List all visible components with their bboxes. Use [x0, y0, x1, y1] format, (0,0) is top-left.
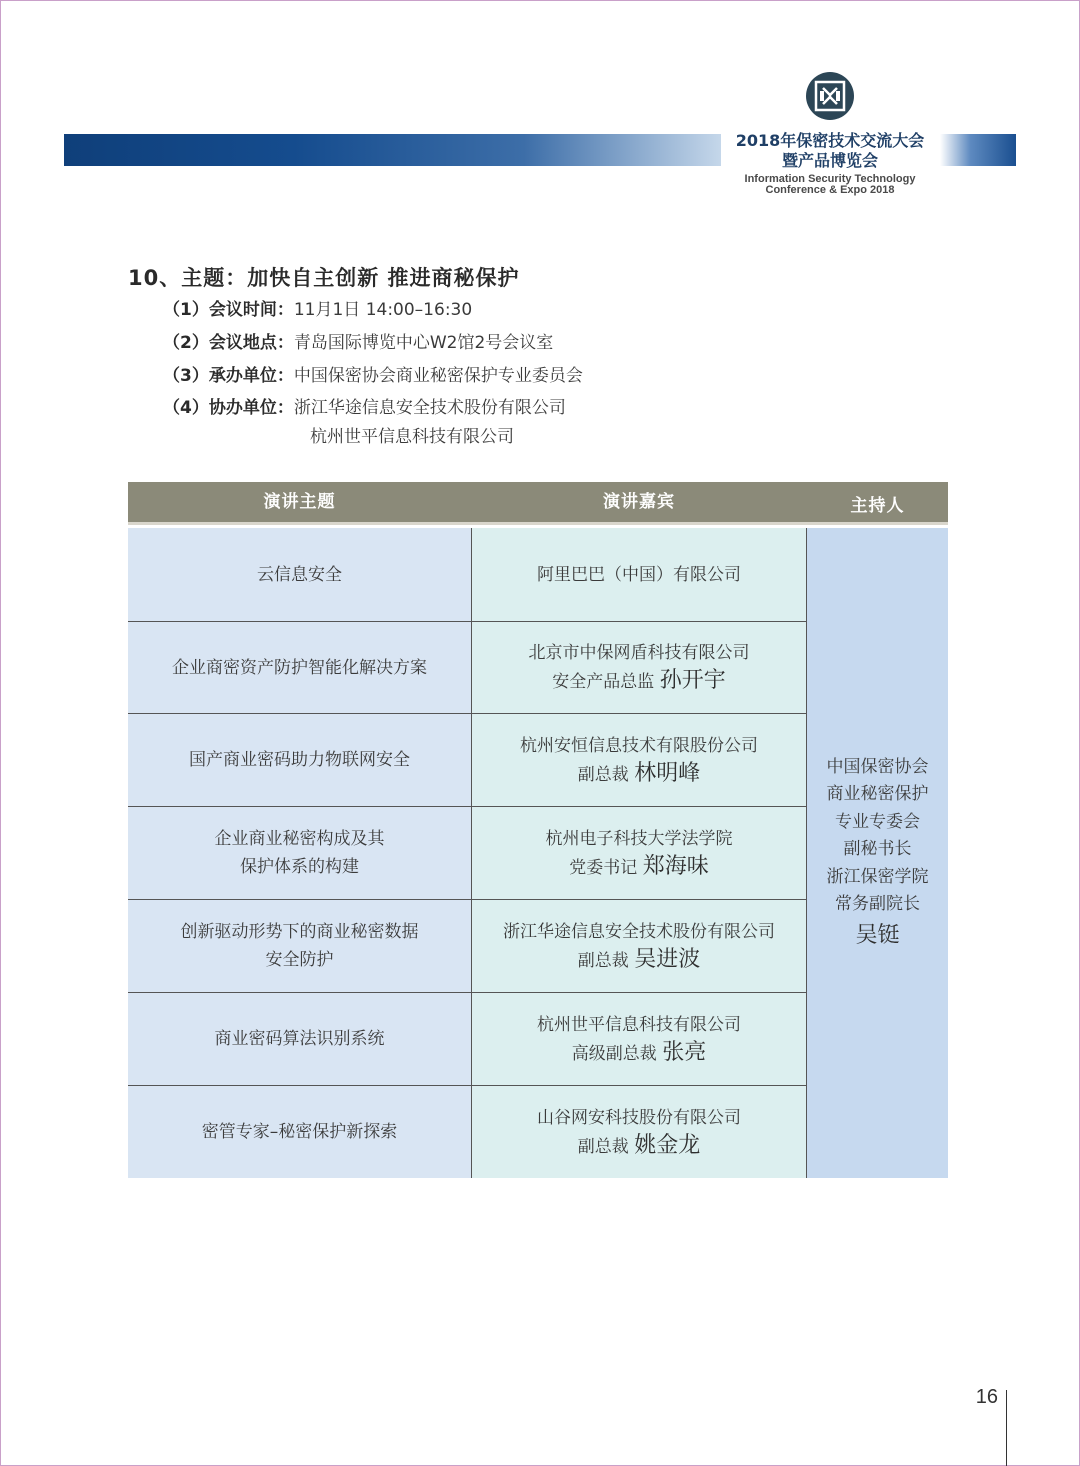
- topic-text: 云信息安全: [257, 564, 342, 585]
- section-title: 10、主题：加快自主创新 推进商秘保护: [128, 266, 520, 290]
- guest-cell: [472, 528, 806, 621]
- co-organizer-value-2: 杭州世平信息科技有限公司: [310, 427, 514, 447]
- co-organizer-value: 浙江华途信息安全技术股份有限公司: [293, 398, 566, 418]
- host-line: 浙江保密学院: [826, 866, 929, 887]
- guest-cell: [472, 900, 806, 992]
- organizer-label: （3）承办单位：: [163, 366, 294, 386]
- guest-title: 副总裁: [577, 1136, 629, 1157]
- table-row: [128, 1086, 471, 1178]
- guest-org: 北京市中保网盾科技有限公司: [528, 643, 750, 663]
- topic-text: 企业商业秘密构成及其: [214, 829, 385, 849]
- guest-org: 山谷网安科技股份有限公司: [537, 1107, 741, 1128]
- table-row: [128, 528, 471, 621]
- guest-cell: [472, 993, 806, 1085]
- header-topic: 演讲主题: [263, 492, 336, 512]
- topic-text: 国产商业密码助力物联网安全: [189, 750, 410, 770]
- organizer-row: [163, 364, 583, 388]
- meeting-place-value: 青岛国际博览中心W2馆2号会议室: [293, 333, 554, 353]
- meeting-place-label: （2）会议地点：: [163, 333, 294, 353]
- table-row: [128, 807, 471, 899]
- guest-name: 吴进波: [634, 946, 701, 972]
- page-number: 16: [975, 1386, 998, 1408]
- guest-org: 杭州世平信息科技有限公司: [537, 1014, 741, 1035]
- guest-cell: [472, 622, 806, 713]
- conference-title-en-line1: Information Security Technology: [744, 173, 916, 185]
- co-organizer-label: （4）协办单位：: [163, 398, 294, 418]
- guest-title: 安全产品总监: [552, 672, 655, 692]
- guest-name: 郑海味: [642, 853, 709, 879]
- meeting-time-label: （1）会议时间：: [163, 300, 294, 320]
- meeting-place-row: [163, 331, 553, 355]
- host-line: 常务副院长: [835, 894, 920, 914]
- host-line: 商业秘密保护: [826, 784, 929, 804]
- guest-org: 阿里巴巴（中国）有限公司: [537, 564, 741, 585]
- table-row: [128, 714, 471, 806]
- page-number-rule: [1006, 1390, 1007, 1466]
- host-cell: [807, 528, 948, 1178]
- guest-title: 高级副总裁: [571, 1043, 657, 1064]
- host-line: 中国保密协会: [826, 756, 929, 777]
- header-band-left: [64, 134, 721, 166]
- conference-title-en-line2: Conference & Expo 2018: [765, 184, 895, 196]
- guest-name: 张亮: [662, 1039, 707, 1065]
- header-host: 主持人: [850, 496, 905, 516]
- guest-org: 杭州安恒信息技术有限股份公司: [520, 735, 758, 756]
- guest-org: 浙江华途信息安全技术股份有限公司: [503, 921, 775, 942]
- header-guest: 演讲嘉宾: [603, 492, 675, 512]
- table-header: [128, 482, 948, 525]
- table-row: [128, 622, 471, 713]
- guest-cell: [472, 714, 806, 806]
- guest-name: 林明峰: [634, 760, 701, 786]
- meeting-time-row: [163, 298, 472, 322]
- table-row: [128, 900, 471, 992]
- guest-org: 杭州电子科技大学法学院: [545, 828, 733, 849]
- guest-title: 党委书记: [569, 857, 638, 878]
- meeting-time-value: 11月1日 14:00–16:30: [293, 300, 473, 320]
- topic-text: 创新驱动形势下的商业秘密数据: [180, 922, 419, 942]
- guest-cell: [472, 1086, 806, 1178]
- header-band-right: [940, 134, 1016, 166]
- topic-text: 安全防护: [265, 950, 334, 970]
- conference-title-cn-line2: 暨产品博览会: [781, 151, 878, 170]
- topic-text: 密管专家–秘密保护新探索: [201, 1122, 398, 1142]
- table-row: [128, 993, 471, 1085]
- topic-text: 保护体系的构建: [240, 857, 359, 877]
- guest-title: 副总裁: [577, 950, 629, 971]
- guest-title: 副总裁: [577, 764, 629, 785]
- host-line: 副秘书长: [843, 839, 912, 859]
- guest-name: 孙开宇: [659, 668, 726, 693]
- topic-text: 企业商密资产防护智能化解决方案: [172, 657, 427, 678]
- conference-title-cn-line1: 2018年保密技术交流大会: [735, 131, 925, 150]
- host-name: 吴铤: [855, 922, 900, 948]
- topic-text: 商业密码算法识别系统: [214, 1029, 385, 1049]
- host-line: 专业专委会: [835, 811, 920, 832]
- organizer-value: 中国保密协会商业秘密保护专业委员会: [293, 366, 583, 386]
- guest-cell: [472, 807, 806, 899]
- guest-name: 姚金龙: [634, 1132, 701, 1158]
- co-organizer-row: [163, 396, 566, 420]
- conference-logo-icon: [806, 72, 854, 120]
